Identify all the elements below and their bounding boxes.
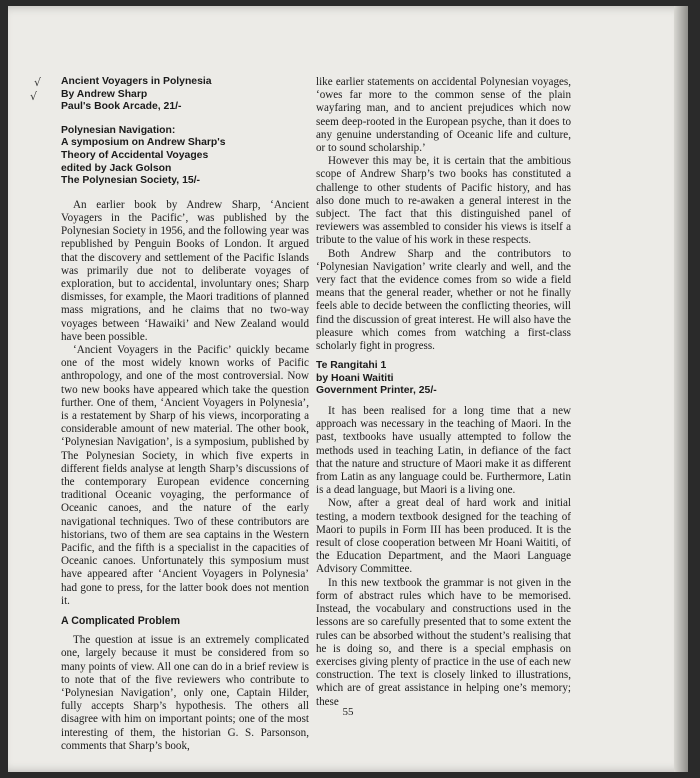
book-subtitle: A symposium on Andrew Sharp's xyxy=(61,137,226,149)
book-title: Ancient Voyagers in Polynesia xyxy=(61,76,212,87)
paragraph: It has been realised for a long time that a new approach was necessary in the teaching of Maori. In the past, textbooks have usually attempted to follow the methods used in teaching Latin, in defiance of the fact that the nature and structure of Maori make it as different from Latin as any language could be. Furthermore, Latin is a dead language, but Maori is a living one. xyxy=(316,405,571,497)
book-publisher: Paul's Book Arcade, 21/- xyxy=(61,101,182,113)
paragraph: like earlier statements on accidental Polynesian voyages, ‘owes far more to the common sense of the plain wayfaring man, and to ancient prejudices which now seem deep-rooted in the European psyche, than it does to any genuine understanding of Oceanic life and culture, or to sound scholarship.’ xyxy=(316,76,571,155)
review-heading xyxy=(61,76,309,114)
book-title: Te Rangitahi 1 xyxy=(316,360,387,372)
paragraph: The question at issue is an extremely complicated one, largely because it must be considered from so many points of view. All one can do in a brief review is to note that of the five reviewers who contribute to ‘Polynesian Navigation’, only one, Captain Hilder, fully accepts Sharp’s hypothesis. The others all disagree with him on important points; one of the most interesting of them, the historian G. S. Parsonson, comments that Sharp’s book, xyxy=(61,634,309,752)
paragraph: ‘Ancient Voyagers in the Pacific’ quickly became one of the most widely known works of Pacific anthropology, and one of the most controversial. Now two new books have appeared which take the question further. One of them, ‘Ancient Voyagers in Polynesia’, is a restatement by Sharp of his views, incorporating a considerable amount of new material. The other book, ‘Polynesian Navigation’, is a symposium, published by The Polynesian Society, in which five experts in different fields analyse at length Sharp’s discussions of the contemporary European evidence concerning traditional Oceanic voyaging, the performance of Oceanic canoes, and the nature of the early navigational techniques. Two of these contributors are historians, two of them are sea captains in the Western Pacific, and the fifth is a specialist in the capacities of Oceanic canoes. Unfortunately this symposium must have appeared after ‘Ancient Voyagers in Polynesia’ had gone to press, for the latter book does not mention it. xyxy=(61,343,309,607)
review-heading xyxy=(61,125,309,188)
book-editor: edited by Jack Golson xyxy=(61,162,172,174)
paragraph: An earlier book by Andrew Sharp, ‘Ancient Voyagers in the Pacific’, was published by the Polynesian Society in 1956, and the following year was republished by Penguin Books of London. It argued that the discovery and settlement of the Pacific Islands was primarily due not to deliberate voyages of exploration, but to accidental, involuntary ones; Sharp dismisses, for example, the Maori traditions of planned mass migrations, and he claims that no two-way voyages between ‘Hawaiki’ and New Zealand would have been possible. xyxy=(61,198,309,343)
book-author: by Hoani Waititi xyxy=(316,372,394,384)
paragraph: However this may be, it is certain that the ambitious scope of Andrew Sharp’s two books has constituted a challenge to other students of Pacific history, and has also done much to re-awaken a general interest in the subject. The fact that this distinguished panel of reviewers was assembled to consider his views is itself a tribute to the value of his work in these respects. xyxy=(316,155,571,247)
book-author: By Andrew Sharp xyxy=(61,88,148,100)
book-spine-shadow xyxy=(674,6,688,772)
book-publisher: The Polynesian Society, 15/- xyxy=(61,175,200,187)
document-page xyxy=(8,6,688,772)
page-number: 55 xyxy=(342,706,354,718)
book-subtitle: Theory of Accidental Voyages xyxy=(61,149,209,161)
book-title: Polynesian Navigation: xyxy=(61,124,176,136)
pencil-tick-mark: √ xyxy=(34,76,42,89)
section-subheading: A Complicated Problem xyxy=(61,615,181,628)
book-publisher: Government Printer, 25/- xyxy=(316,385,437,397)
pencil-tick-mark: √ xyxy=(30,90,38,103)
paragraph: In this new textbook the grammar is not given in the form of abstract rules which have to be memorised. Instead, the vocabulary and constructions used in the lessons are so carefully presented that to some extent the rules can be absorbed without the student’s realising that he is doing so, and there is a special emphasis on exercises giving plenty of practice in the use of each new construction. The text is closely linked to illustrations, which are of great assistance in helping one’s memory; these xyxy=(316,576,571,708)
paragraph: Both Andrew Sharp and the contributors to ‘Polynesian Navigation’ write clearly and well, and the very fact that the evidence comes from so wide a field means that the general reader, whether or not he finally feels able to decide between the conflicting theories, will find the discussion of great interest. He will also have the pleasure which comes from watching a first-class scholarly fight in progress. xyxy=(316,247,571,353)
right-column xyxy=(316,76,571,709)
review-heading xyxy=(316,360,571,398)
paragraph: Now, after a great deal of hard work and initial testing, a modern textbook designed for the teaching of Maori to pupils in Form III has been produced. It is the result of close cooperation between Mr Hoani Waititi, of the Education Department, and the Maori Language Advisory Committee. xyxy=(316,497,571,576)
left-column xyxy=(61,76,309,753)
